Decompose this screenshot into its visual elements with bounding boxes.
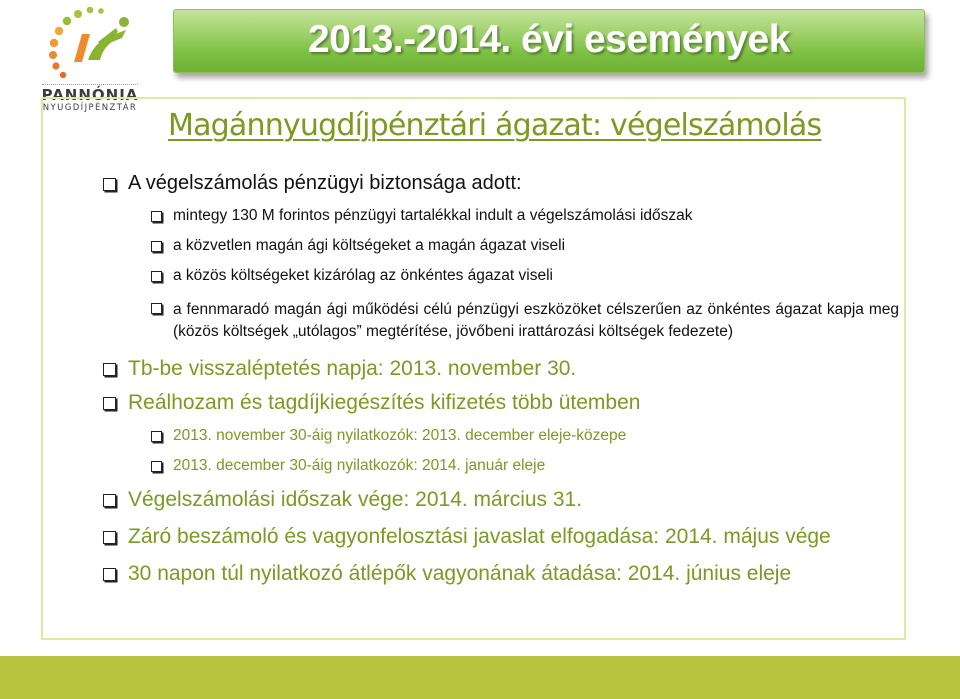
checkbox-bullet-icon — [103, 178, 116, 191]
bullet-text: 2013. november 30-áig nyilatkozók: 2013. december eleje-közepe — [173, 427, 627, 444]
bullet-item — [103, 172, 522, 195]
bullet-item — [103, 357, 576, 381]
checkbox-bullet-icon — [103, 494, 116, 507]
checkbox-bullet-icon — [151, 303, 162, 314]
page-title: 2013.-2014. évi események — [308, 18, 790, 61]
checkbox-bullet-icon — [151, 271, 162, 282]
bullet-text: a közös költségeket kizárólag az önkéntes ágazat viseli — [173, 267, 553, 284]
sub-bullet-item — [151, 457, 545, 475]
bullet-text: mintegy 130 M forintos pénzügyi tartalékkal indult a végelszámolási időszak — [173, 207, 693, 224]
logo-green-runner — [88, 30, 126, 60]
logo-dots-arc — [49, 7, 104, 79]
sub-bullet-item — [151, 299, 899, 343]
checkbox-bullet-icon — [103, 397, 116, 410]
bullet-text: Reálhozam és tagdíjkiegészítés kifizetés több ütemben — [128, 391, 641, 414]
bullet-text: Tb-be visszaléptetés napja: 2013. november 30. — [128, 357, 577, 380]
bullet-text: Végelszámolási időszak vége: 2014. március 31. — [128, 488, 583, 511]
bullet-text: 30 napon túl nyilatkozó átlépők vagyonának átadása: 2014. június eleje — [128, 562, 792, 585]
bullet-item — [103, 562, 791, 586]
checkbox-bullet-icon — [103, 568, 116, 581]
checkbox-bullet-icon — [151, 241, 162, 252]
sub-bullet-item — [151, 427, 626, 445]
logo-subtitle: NYUGDÍJPÉNZTÁR — [42, 103, 138, 113]
bullet-text: a közvetlen magán ági költségeket a magán ágazat viseli — [173, 237, 566, 254]
sub-bullet-item — [151, 207, 693, 225]
checkbox-bullet-icon — [151, 431, 162, 442]
bullet-item — [103, 488, 582, 512]
footer-bar — [0, 656, 960, 699]
section-heading: Magánnyugdíjpénztári ágazat: végelszámolás — [168, 108, 822, 143]
bullet-text: a fennmaradó magán ági működési célú pénzügyi eszközöket célszerűen az önkéntes ágazat kapja meg (közös költségek „utólagos” megtérítése, jövőbeni irattározási költségek fedezete) — [173, 301, 899, 340]
checkbox-bullet-icon — [151, 211, 162, 222]
checkbox-bullet-icon — [103, 531, 116, 544]
bullet-item — [103, 391, 640, 415]
checkbox-bullet-icon — [103, 363, 116, 376]
logo-divider — [42, 84, 138, 85]
title-banner — [173, 9, 925, 73]
logo-name: PANNÓNIA — [41, 86, 139, 104]
sub-bullet-item — [151, 237, 565, 255]
bullet-item — [103, 525, 831, 549]
logo-orange-stroke — [74, 34, 90, 62]
bullet-text: Záró beszámoló és vagyonfelosztási javaslat elfogadása: 2014. május vége — [128, 525, 831, 548]
sub-bullet-item — [151, 267, 553, 285]
bullet-text: 2013. december 30-áig nyilatkozók: 2014. január eleje — [173, 457, 546, 474]
checkbox-bullet-icon — [151, 461, 162, 472]
bullet-text: A végelszámolás pénzügyi biztonsága adott: — [128, 172, 522, 194]
